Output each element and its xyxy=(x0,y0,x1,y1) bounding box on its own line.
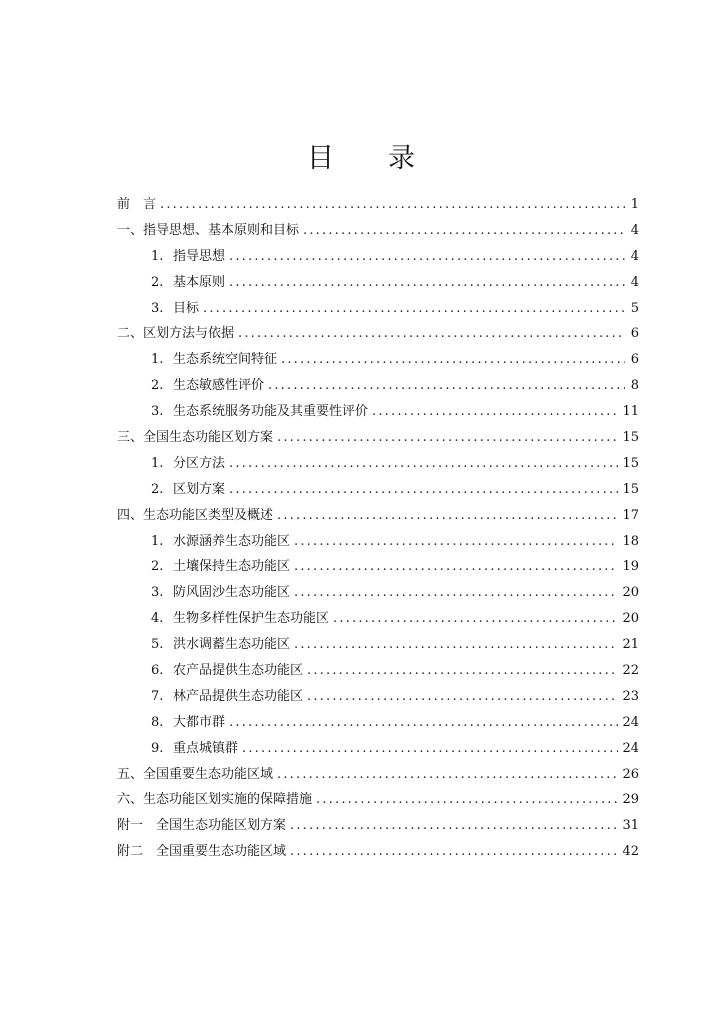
toc-entry-number: 8. xyxy=(151,714,164,730)
toc-entry-number: 3. xyxy=(151,404,164,420)
toc-entry-label: 目标 xyxy=(173,300,200,316)
toc-entry[interactable] xyxy=(117,787,639,813)
toc-subentry[interactable] xyxy=(117,606,639,632)
toc-subentry[interactable] xyxy=(117,373,639,399)
toc-page-number: 15 xyxy=(622,430,639,446)
toc-entry-number: 4. xyxy=(151,611,164,627)
toc-subentry[interactable] xyxy=(117,296,639,322)
toc-leader-dots xyxy=(242,736,618,762)
table-of-contents xyxy=(117,192,639,865)
title-char-left: 目 xyxy=(307,143,336,174)
toc-entry-label: 五、全国重要生态功能区域 xyxy=(117,766,274,782)
toc-entry-label: 重点城镇群 xyxy=(173,740,239,756)
toc-leader-dots xyxy=(333,606,618,632)
toc-entry-number: 1. xyxy=(151,352,164,368)
toc-page-number: 20 xyxy=(622,585,639,601)
toc-entry-number: 2. xyxy=(151,559,164,575)
toc-entry-label: 基本原则 xyxy=(173,274,226,290)
toc-page-number: 24 xyxy=(622,714,639,730)
toc-entry-label: 生态系统空间特征 xyxy=(173,352,278,368)
toc-page-number: 29 xyxy=(622,792,639,808)
toc-page-number: 4 xyxy=(630,222,639,238)
toc-leader-dots xyxy=(281,347,625,373)
toc-leader-dots xyxy=(294,554,618,580)
toc-leader-dots xyxy=(290,813,618,839)
toc-page-number: 17 xyxy=(622,507,639,523)
toc-page-number: 5 xyxy=(630,300,639,316)
toc-entry-number: 7. xyxy=(151,688,164,704)
toc-entry-label: 农产品提供生态功能区 xyxy=(173,663,304,679)
toc-entry-label: 生物多样性保护生态功能区 xyxy=(173,611,330,627)
toc-leader-dots xyxy=(229,451,618,477)
toc-entry-number: 6. xyxy=(151,663,164,679)
toc-subentry[interactable] xyxy=(117,477,639,503)
toc-leader-dots xyxy=(229,244,625,270)
toc-entry-number: 1. xyxy=(151,455,164,471)
toc-page-number: 8 xyxy=(630,378,639,394)
toc-leader-dots xyxy=(294,632,618,658)
toc-page-number: 26 xyxy=(622,766,639,782)
toc-entry-label: 防风固沙生态功能区 xyxy=(173,585,291,601)
toc-subentry[interactable] xyxy=(117,736,639,762)
toc-entry-label: 林产品提供生态功能区 xyxy=(173,688,304,704)
toc-entry[interactable] xyxy=(117,425,639,451)
toc-page-number: 23 xyxy=(622,688,639,704)
toc-page-number: 4 xyxy=(630,248,639,264)
toc-leader-dots xyxy=(290,839,618,865)
toc-leader-dots xyxy=(307,684,618,710)
toc-entry[interactable] xyxy=(117,813,639,839)
toc-subentry[interactable] xyxy=(117,580,639,606)
toc-entry-number: 9. xyxy=(151,740,164,756)
toc-entry-label: 大都市群 xyxy=(173,714,226,730)
toc-leader-dots xyxy=(229,477,618,503)
toc-leader-dots xyxy=(238,321,625,347)
toc-entry-label: 指导思想 xyxy=(173,248,226,264)
toc-page-number: 20 xyxy=(622,611,639,627)
toc-entry-label: 附一 全国生态功能区划方案 xyxy=(117,818,287,834)
toc-leader-dots xyxy=(316,787,618,813)
toc-entry-label: 洪水调蓄生态功能区 xyxy=(173,637,291,653)
toc-entry-number: 3. xyxy=(151,585,164,601)
toc-entry-label: 土壤保持生态功能区 xyxy=(173,559,291,575)
toc-entry-number: 2. xyxy=(151,481,164,497)
toc-page-number: 22 xyxy=(622,663,639,679)
toc-entry-label: 水源涵养生态功能区 xyxy=(173,533,291,549)
toc-entry-number: 2. xyxy=(151,378,164,394)
toc-entry-number: 2. xyxy=(151,274,164,290)
toc-entry-number: 1. xyxy=(151,248,164,264)
toc-entry-label: 分区方法 xyxy=(173,455,226,471)
toc-leader-dots xyxy=(277,762,618,788)
toc-page-number: 15 xyxy=(622,481,639,497)
toc-entry-label: 区划方案 xyxy=(173,481,226,497)
toc-entry-number: 1. xyxy=(151,533,164,549)
toc-leader-dots xyxy=(229,710,618,736)
toc-entry-label: 生态系统服务功能及其重要性评价 xyxy=(173,404,369,420)
toc-subentry[interactable] xyxy=(117,399,639,425)
toc-entry-number: 5. xyxy=(151,637,164,653)
toc-entry-label: 三、全国生态功能区划方案 xyxy=(117,430,274,446)
title-char-right: 录 xyxy=(388,143,417,174)
toc-entry[interactable] xyxy=(117,192,639,218)
toc-page-number: 19 xyxy=(622,559,639,575)
toc-page-number: 24 xyxy=(622,740,639,756)
toc-entry-label: 二、区划方法与依据 xyxy=(117,326,235,342)
page-title xyxy=(0,136,724,175)
toc-entry-label: 六、生态功能区划实施的保障措施 xyxy=(117,792,313,808)
toc-page-number: 42 xyxy=(622,844,639,860)
toc-leader-dots xyxy=(277,503,618,529)
toc-entry[interactable] xyxy=(117,321,639,347)
toc-entry[interactable] xyxy=(117,503,639,529)
toc-leader-dots xyxy=(203,296,625,322)
toc-entry-label: 四、生态功能区类型及概述 xyxy=(117,507,274,523)
toc-subentry[interactable] xyxy=(117,451,639,477)
toc-subentry[interactable] xyxy=(117,529,639,555)
toc-subentry[interactable] xyxy=(117,710,639,736)
toc-entry[interactable] xyxy=(117,762,639,788)
toc-page-number: 6 xyxy=(630,352,639,368)
toc-entry[interactable] xyxy=(117,839,639,865)
toc-entry-label: 生态敏感性评价 xyxy=(173,378,265,394)
toc-entry-label: 一、指导思想、基本原则和目标 xyxy=(117,222,300,238)
toc-entry[interactable] xyxy=(117,218,639,244)
toc-page-number: 18 xyxy=(622,533,639,549)
toc-leader-dots xyxy=(268,373,625,399)
toc-entry-number: 3. xyxy=(151,300,164,316)
toc-page-number: 11 xyxy=(622,404,639,420)
toc-page-number: 15 xyxy=(622,455,639,471)
toc-leader-dots xyxy=(307,658,618,684)
toc-page-number: 6 xyxy=(630,326,639,342)
toc-leader-dots xyxy=(277,425,618,451)
toc-subentry[interactable] xyxy=(117,554,639,580)
toc-subentry[interactable] xyxy=(117,270,639,296)
toc-leader-dots xyxy=(294,529,618,555)
toc-leader-dots xyxy=(372,399,618,425)
toc-leader-dots xyxy=(294,580,618,606)
toc-subentry[interactable] xyxy=(117,658,639,684)
toc-entry-label: 前 言 xyxy=(117,197,157,212)
toc-page-number: 31 xyxy=(622,818,639,834)
toc-subentry[interactable] xyxy=(117,632,639,658)
toc-page-number: 4 xyxy=(630,274,639,290)
toc-subentry[interactable] xyxy=(117,244,639,270)
toc-page-number: 1 xyxy=(630,197,639,212)
toc-leader-dots xyxy=(229,270,625,296)
toc-page-number: 21 xyxy=(622,637,639,653)
toc-subentry[interactable] xyxy=(117,347,639,373)
toc-leader-dots xyxy=(160,192,625,218)
toc-subentry[interactable] xyxy=(117,684,639,710)
toc-entry-label: 附二 全国重要生态功能区域 xyxy=(117,844,287,860)
toc-leader-dots xyxy=(303,218,625,244)
